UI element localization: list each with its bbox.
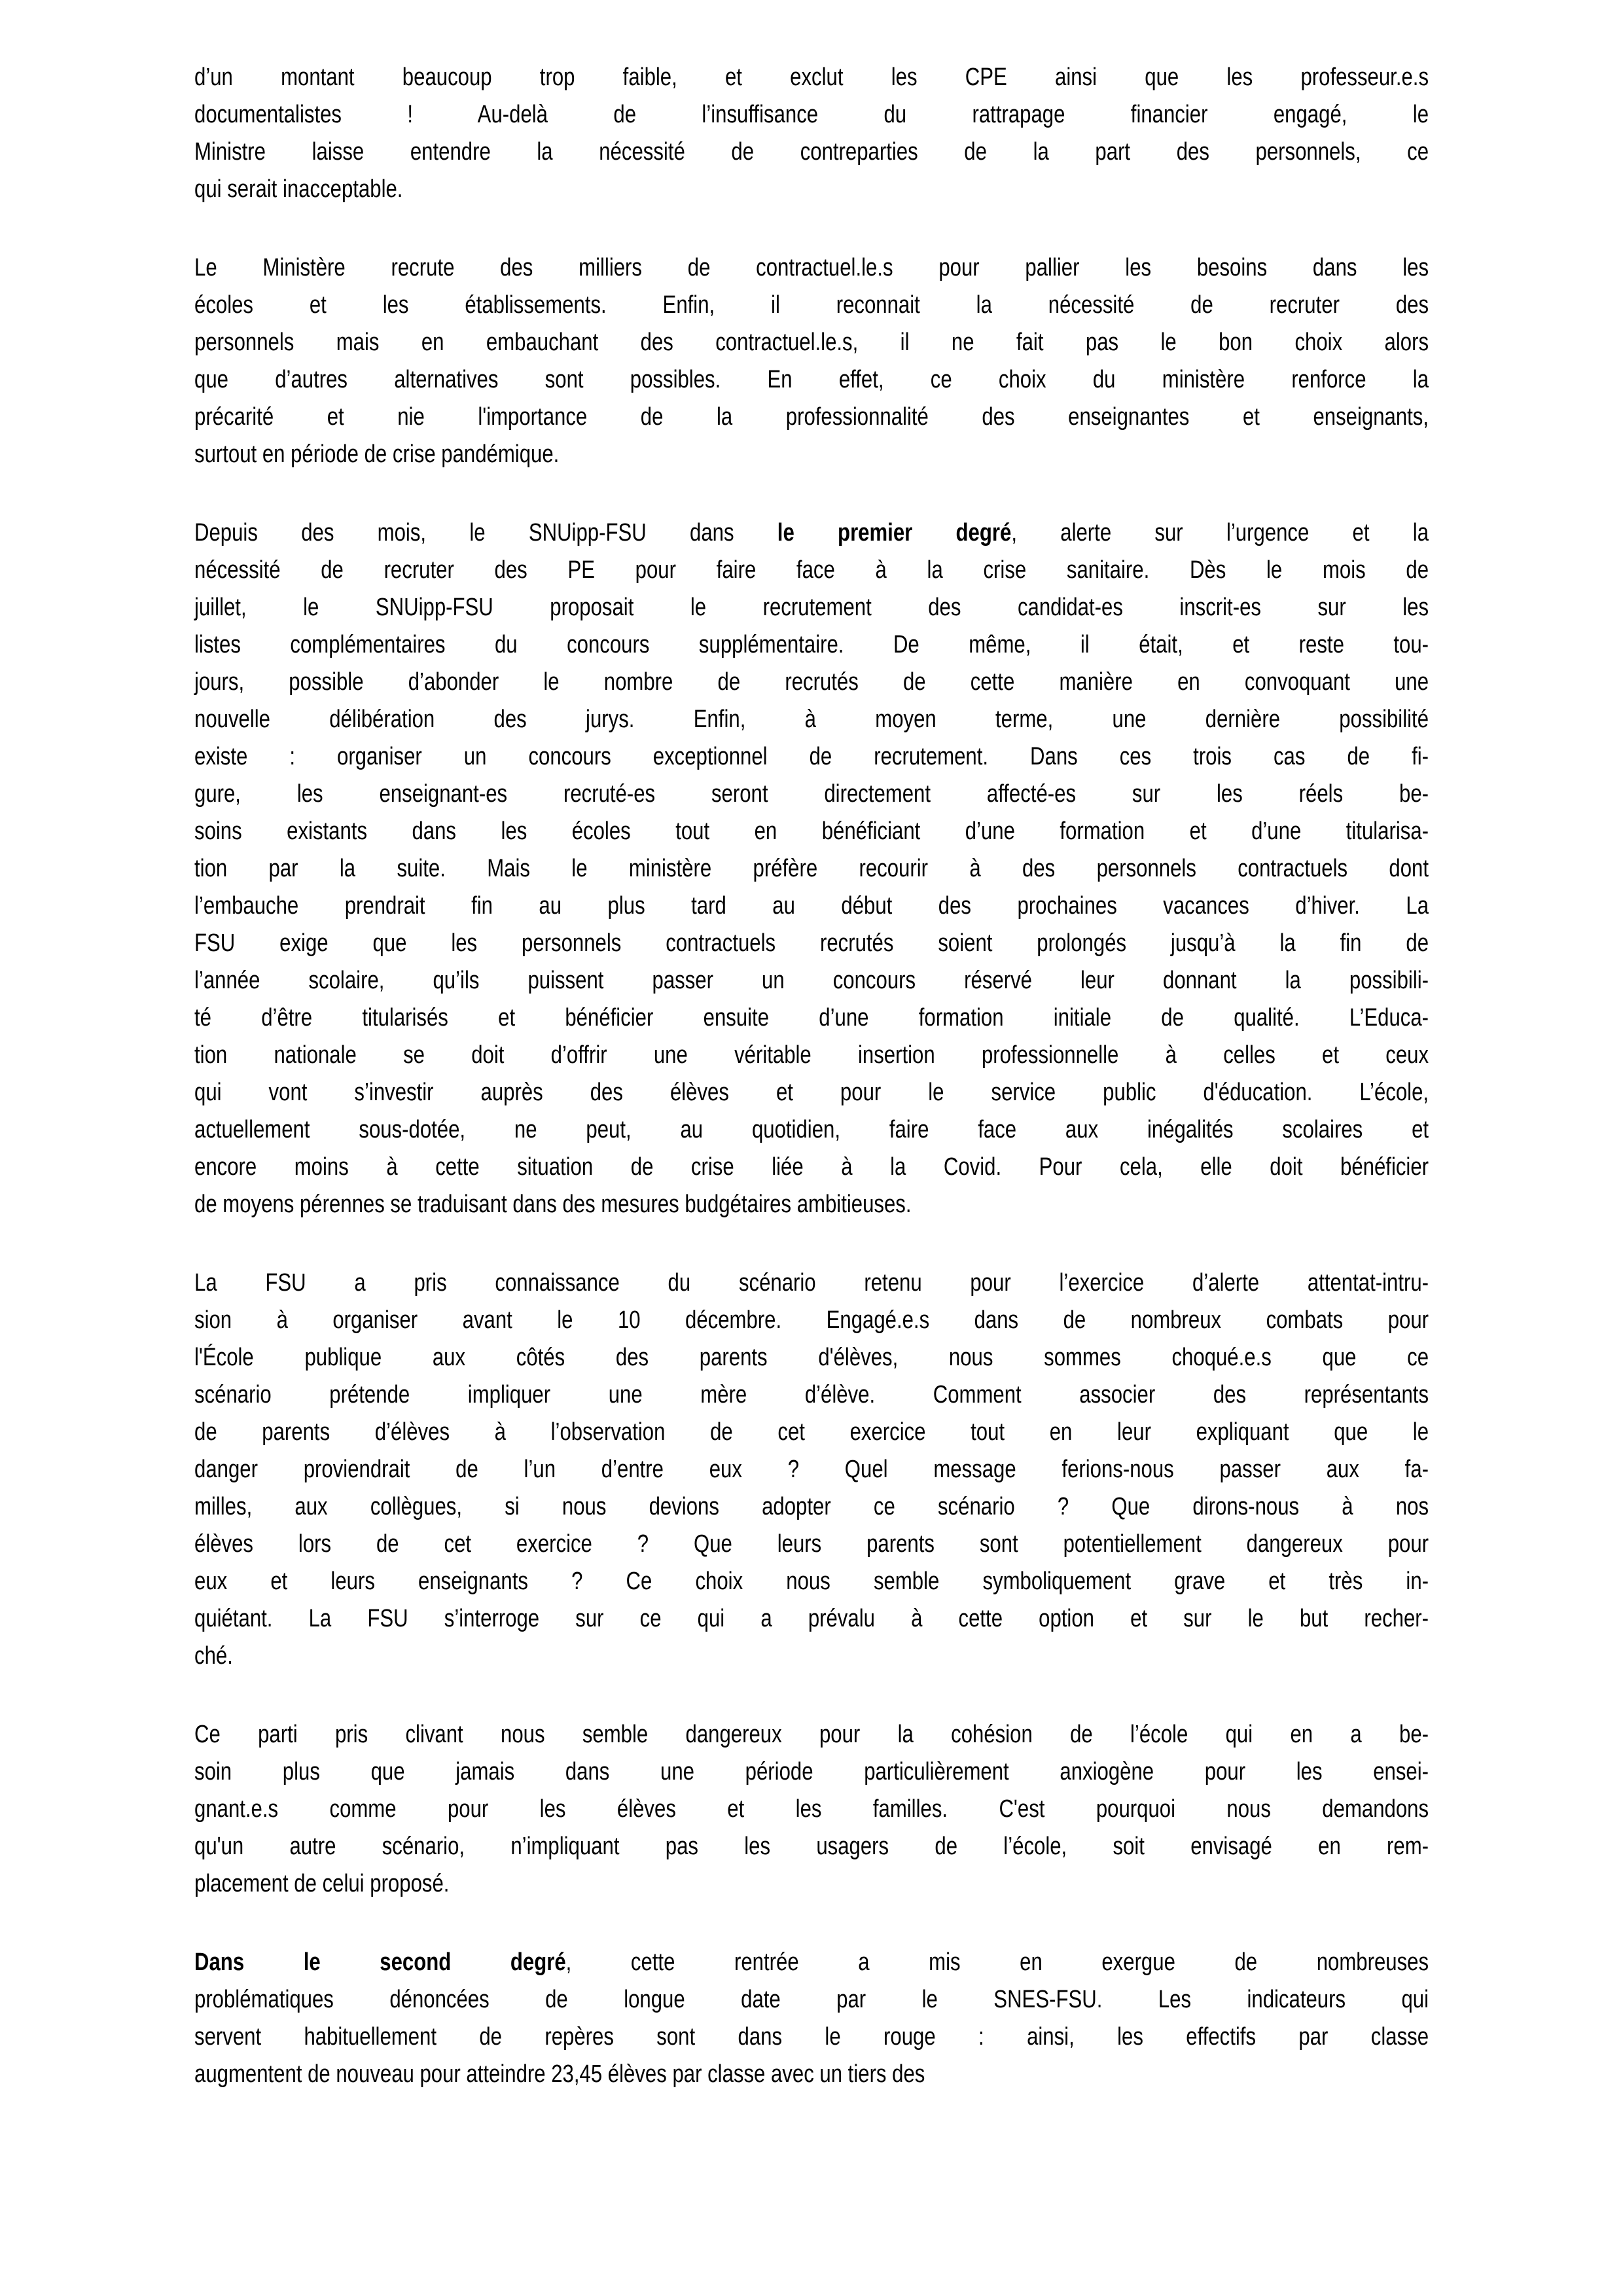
text-segment: d’un montant beaucoup trop faible, et exclut les CPE ainsi que les professeur.e.s — [194, 63, 1429, 91]
text-segment: milles, aux collègues, si nous devions adopter ce scénario ? Que dirons-nous à nos — [194, 1493, 1429, 1520]
text-line — [194, 999, 1429, 1037]
text-segment: té d’être titularisés et bénéficier ensuite d’une formation initiale de qualité. L’Educa- — [194, 1004, 1429, 1031]
text-segment: nécessité de recruter des PE pour faire face à la crise sanitaire. Dès le mois de — [194, 556, 1429, 584]
bold-text: le premier degré — [777, 519, 1012, 547]
text-line — [194, 1944, 1429, 1981]
text-segment: Ministre laisse entendre la nécessité de contreparties de la part des personnels, ce — [194, 138, 1429, 166]
text-segment: La FSU a pris connaissance du scénario retenu pour l’exercice d’alerte attentat-intru- — [194, 1269, 1429, 1297]
text-line — [194, 514, 1429, 552]
text-line — [194, 776, 1429, 813]
text-line — [194, 1526, 1429, 1563]
text-segment: problématiques dénoncées de longue date par le SNES-FSU. Les indicateurs qui — [194, 1986, 1429, 2013]
text-segment: précarité et nie l'importance de la professionnalité des enseignantes et enseignants, — [194, 403, 1429, 431]
text-segment: l’année scolaire, qu’ils puissent passer un concours réservé leur donnant la possibili- — [194, 967, 1429, 994]
text-line — [194, 1376, 1429, 1414]
text-line — [194, 1037, 1429, 1074]
paragraph — [194, 514, 1429, 1223]
text-line — [194, 1753, 1429, 1791]
text-segment: de parents d’élèves à l’observation de cet exercice tout en leur expliquant que le — [194, 1418, 1429, 1446]
text-segment: jours, possible d’abonder le nombre de recrutés de cette manière en convoquant une — [194, 668, 1429, 696]
text-segment: qu'un autre scénario, n’impliquant pas les usagers de l’école, soit envisagé en rem- — [194, 1833, 1429, 1860]
text-segment: existe : organiser un concours exceptionnel de recrutement. Dans ces trois cas de fi- — [194, 743, 1429, 770]
text-segment: personnels mais en embauchant des contractuel.le.s, il ne fait pas le bon choix alors — [194, 329, 1429, 356]
text-segment: nouvelle délibération des jurys. Enfin, à moyen terme, une dernière possibilité — [194, 706, 1429, 733]
text-segment: qui vont s’investir auprès des élèves et pour le service public d'éducation. L’école, — [194, 1079, 1429, 1106]
text-line — [194, 361, 1429, 399]
text-segment: Depuis des mois, le SNUipp-FSU dans — [194, 519, 777, 547]
text-line — [194, 1488, 1429, 1526]
text-segment: écoles et les établissements. Enfin, il reconnait la nécessité de recruter des — [194, 291, 1429, 319]
text-line — [194, 249, 1429, 287]
text-line — [194, 738, 1429, 776]
text-line — [194, 1638, 1429, 1675]
text-segment: l’embauche prendrait fin au plus tard au début des prochaines vacances d’hiver. La — [194, 892, 1429, 920]
paragraph — [194, 1716, 1429, 1903]
text-line — [194, 1302, 1429, 1339]
text-line — [194, 399, 1429, 436]
text-segment: augmentent de nouveau pour atteindre 23,45 élèves par classe avec un tiers des — [194, 2060, 925, 2088]
text-segment: l'École publique aux côtés des parents d'élèves, nous sommes choqué.e.s que ce — [194, 1344, 1429, 1371]
text-segment: FSU exige que les personnels contractuels recrutés soient prolongés jusqu’à la fin de — [194, 929, 1429, 957]
text-line — [194, 1265, 1429, 1302]
text-line — [194, 813, 1429, 850]
text-segment: gnant.e.s comme pour les élèves et les familles. C'est pourquoi nous demandons — [194, 1795, 1429, 1823]
text-segment: gure, les enseignant-es recruté-es seront directement affecté-es sur les réels be- — [194, 780, 1429, 808]
text-segment: élèves lors de cet exercice ? Que leurs parents sont potentiellement dangereux pour — [194, 1530, 1429, 1558]
text-segment: juillet, le SNUipp-FSU proposait le recrutement des candidat-es inscrit-es sur les — [194, 594, 1429, 621]
text-line — [194, 1414, 1429, 1451]
text-line — [194, 1451, 1429, 1488]
text-segment: eux et leurs enseignants ? Ce choix nous semble symboliquement grave et très in- — [194, 1568, 1429, 1595]
text-line — [194, 1149, 1429, 1186]
text-segment: sion à organiser avant le 10 décembre. Engagé.e.s dans de nombreux combats pour — [194, 1306, 1429, 1334]
text-line — [194, 850, 1429, 888]
text-block — [194, 59, 1429, 2134]
text-line — [194, 1981, 1429, 2018]
text-line — [194, 436, 1429, 473]
text-line — [194, 2056, 1429, 2093]
text-segment: soins existants dans les écoles tout en bénéficiant d’une formation et d’une titularisa- — [194, 817, 1429, 845]
paragraph — [194, 1944, 1429, 2093]
text-segment: tion par la suite. Mais le ministère préfère recourir à des personnels contractuels dont — [194, 855, 1429, 882]
text-line — [194, 324, 1429, 361]
text-segment: quiétant. La FSU s’interroge sur ce qui a prévalu à cette option et sur le but recher- — [194, 1605, 1429, 1632]
text-line — [194, 962, 1429, 999]
text-line — [194, 626, 1429, 664]
text-segment: scénario prétende impliquer une mère d’élève. Comment associer des représentants — [194, 1381, 1429, 1408]
bold-text: Dans le second degré — [194, 1948, 566, 1976]
text-segment: , cette rentrée a mis en exergue de nombreuses — [565, 1948, 1429, 1976]
text-segment: qui serait inacceptable. — [194, 175, 403, 203]
text-line — [194, 287, 1429, 324]
text-line — [194, 1186, 1429, 1223]
text-line — [194, 2018, 1429, 2056]
paragraph — [194, 1265, 1429, 1675]
text-segment: soin plus que jamais dans une période particulièrement anxiogène pour les ensei- — [194, 1758, 1429, 1785]
text-line — [194, 701, 1429, 738]
text-segment: Le Ministère recrute des milliers de contractuel.le.s pour pallier les besoins dans les — [194, 254, 1429, 281]
paragraph — [194, 249, 1429, 473]
text-line — [194, 1600, 1429, 1638]
text-line — [194, 96, 1429, 134]
text-line — [194, 171, 1429, 208]
text-segment: de moyens pérennes se traduisant dans des mesures budgétaires ambitieuses. — [194, 1191, 912, 1218]
text-segment: surtout en période de crise pandémique. — [194, 440, 560, 468]
text-line — [194, 589, 1429, 626]
text-line — [194, 1111, 1429, 1149]
text-line — [194, 1865, 1429, 1903]
text-segment: placement de celui proposé. — [194, 1870, 450, 1897]
text-segment: danger proviendrait de l’un d’entre eux ? Quel message ferions-nous passer aux fa- — [194, 1456, 1429, 1483]
text-segment: Ce parti pris clivant nous semble dangereux pour la cohésion de l’école qui en a be- — [194, 1721, 1429, 1748]
text-segment: ché. — [194, 1642, 233, 1670]
text-segment: actuellement sous-dotée, ne peut, au quotidien, faire face aux inégalités scolaires et — [194, 1116, 1429, 1143]
text-line — [194, 1716, 1429, 1753]
text-segment: encore moins à cette situation de crise liée à la Covid. Pour cela, elle doit bénéficier — [194, 1153, 1429, 1181]
text-line — [194, 1074, 1429, 1111]
text-segment: , alerte sur l’urgence et la — [1011, 519, 1429, 547]
text-line — [194, 552, 1429, 589]
text-line — [194, 59, 1429, 96]
text-line — [194, 1339, 1429, 1376]
text-line — [194, 1791, 1429, 1828]
text-line — [194, 664, 1429, 701]
text-segment: tion nationale se doit d’offrir une véritable insertion professionnelle à celles et ceux — [194, 1041, 1429, 1069]
paragraph — [194, 59, 1429, 208]
text-segment: servent habituellement de repères sont dans le rouge : ainsi, les effectifs par classe — [194, 2023, 1429, 2051]
text-line — [194, 1563, 1429, 1600]
text-line — [194, 925, 1429, 962]
text-segment: listes complémentaires du concours supplémentaire. De même, il était, et reste tou- — [194, 631, 1429, 658]
text-line — [194, 134, 1429, 171]
text-line — [194, 888, 1429, 925]
text-segment: que d’autres alternatives sont possibles. En effet, ce choix du ministère renforce la — [194, 366, 1429, 393]
text-segment: documentalistes ! Au-delà de l’insuffisance du rattrapage financier engagé, le — [194, 101, 1429, 128]
text-line — [194, 1828, 1429, 1865]
